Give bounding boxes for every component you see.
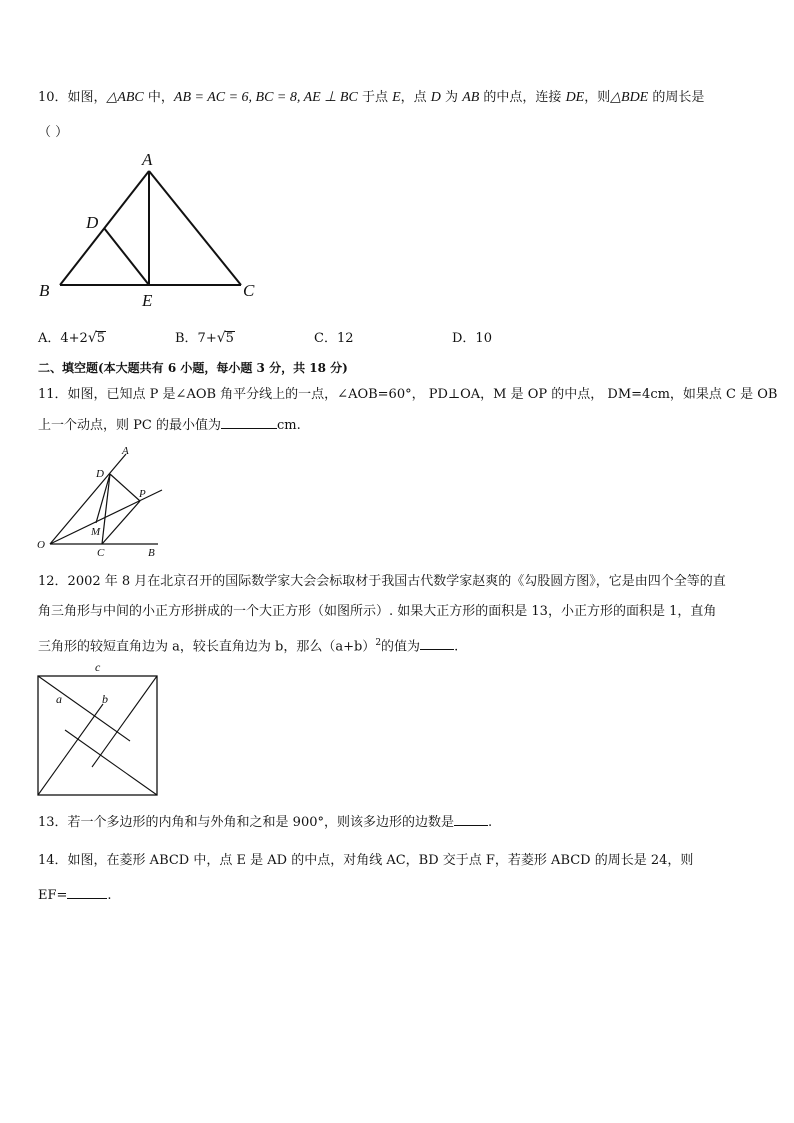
q14-answer-blank[interactable] [67,886,107,899]
segment-ac [149,171,241,285]
label-e: E [142,291,153,310]
label-a: A [142,150,153,169]
segment-pc [102,501,140,544]
label-d: D [86,213,99,232]
q12-stem-line2: 角三角形与中间的小正方形拼成的一个大正方形（如图所示）. 如果大正方形的面积是 13，小正方形的面积是 1，直角 [38,604,717,619]
label-p: P [139,488,146,500]
section-2-heading: 二、填空题(本大题共有 6 小题，每小题 3 分，共 18 分) [38,361,348,375]
q14-stem-line2: EF= . [38,888,112,903]
label-a: A [122,445,129,457]
q10-stem: 10．如图，△ABC 中，AB = AC = 6, BC = 8, AE ⊥ BC 于点 E，点 D 为 AB 的中点，连接 DE，则△BDE 的周长是 [38,90,705,105]
q11-stem-line2: 上一个动点，则 PC 的最小值为 cm. [38,418,301,433]
q13-stem: 13．若一个多边形的内角和与外角和之和是 900°，则该多边形的边数是 . [38,815,493,830]
segment-pd [110,474,140,501]
label-c: C [243,281,255,300]
q10-option-c[interactable]: C．12 [314,331,354,346]
q12-stem-line3: 三角形的较短直角边为 a，较长直角边为 b，那么$(a+b)^2$的值为 . [38,638,459,655]
label-c: c [95,660,101,674]
q12-stem-line1: 12．2002 年 8 月在北京召开的国际数学家大会会标取材于我国古代数学家赵爽的《勾股圆方图》，它是由四个全等的直 [38,574,726,589]
q12-zhao-shuang-figure [36,659,162,799]
q10-triangle-figure [36,148,266,308]
label-a: a [56,692,62,706]
q11-angle-figure [36,442,176,562]
q11-answer-blank[interactable] [221,416,277,429]
label-o: O [37,539,45,551]
segment-dc [102,474,110,544]
q10-option-b[interactable]: B．7+√5 [175,330,234,346]
label-b: B [39,281,50,300]
q12-answer-blank[interactable] [420,637,454,650]
q14-stem-line1: 14．如图，在菱形 ABCD 中，点 E 是 AD 的中点，对角线 AC，BD 交于点 F，若菱形 ABCD 的周长是 24，则 [38,853,694,868]
segment-de [104,228,149,285]
q10-option-d[interactable]: D．10 [452,331,492,346]
q13-answer-blank[interactable] [454,813,488,826]
q10-option-a[interactable]: A．4+2√5 [38,330,106,346]
label-d: D [96,468,104,480]
label-c: C [97,547,105,559]
q10-answer-paren: （ ） [38,125,69,140]
label-m: M [91,526,101,538]
label-b: B [148,547,155,559]
q11-stem-line1: 11．如图，已知点 P 是∠AOB 角平分线上的一点，∠AOB=60°， PD⊥OA，M 是 OP 的中点， DM=4cm，如果点 C 是 OB [38,387,778,402]
label-b: b [102,692,108,706]
